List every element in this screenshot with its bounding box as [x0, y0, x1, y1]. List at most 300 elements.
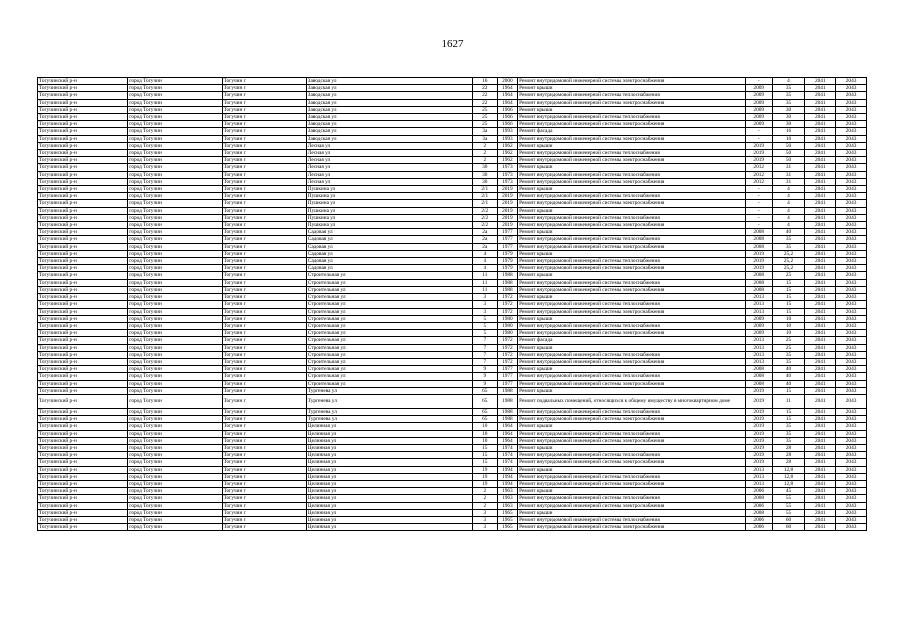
district-cell: Тогучинский р-н — [38, 222, 128, 229]
last-repair-cell: - — [745, 128, 772, 135]
locality-cell: Тогучин г — [222, 416, 306, 423]
district-cell: Тогучинский р-н — [38, 164, 128, 171]
plan-start-cell: 2041 — [805, 222, 836, 229]
street-cell: Целинная ул — [306, 488, 472, 495]
locality-cell: Тогучин г — [222, 164, 306, 171]
street-cell: Целинная ул — [306, 509, 472, 516]
table-row — [38, 193, 867, 200]
locality-cell: Тогучин г — [222, 171, 306, 178]
table-row — [38, 265, 867, 272]
work-type-cell: Ремонт внутридомовой инженерной системы теплоснабжения — [518, 171, 746, 178]
district-cell: Тогучинский р-н — [38, 373, 128, 380]
year-built-cell: 1964 — [497, 99, 518, 106]
last-repair-cell: 2019 — [745, 394, 772, 408]
last-repair-cell: 2019 — [745, 430, 772, 437]
work-type-cell: Ремонт внутридомовой инженерной системы теплоснабжения — [518, 279, 746, 286]
district-cell: Тогучинский р-н — [38, 207, 128, 214]
plan-start-cell: 2041 — [805, 243, 836, 250]
last-repair-cell: - — [745, 193, 772, 200]
year-built-cell: 1962 — [497, 142, 518, 149]
table-row — [38, 164, 867, 171]
work-type-cell: Ремонт внутридомовой инженерной системы теплоснабжения — [518, 301, 746, 308]
street-cell: Лесная ул — [306, 171, 472, 178]
district-cell: Тогучинский р-н — [38, 509, 128, 516]
district-cell: Тогучинский р-н — [38, 200, 128, 207]
work-type-cell: Ремонт фасада — [518, 128, 746, 135]
work-type-cell: Ремонт крыши — [518, 250, 746, 257]
year-built-cell: 1980 — [497, 315, 518, 322]
house-cell: 11 — [473, 286, 498, 293]
table-row — [38, 286, 867, 293]
municipality-cell: город Тогучин — [128, 229, 222, 236]
municipality-cell: город Тогучин — [128, 222, 222, 229]
municipality-cell: город Тогучин — [128, 351, 222, 358]
house-cell: 22 — [473, 85, 498, 92]
work-type-cell: Ремонт внутридомовой инженерной системы теплоснабжения — [518, 236, 746, 243]
plan-end-cell: 2043 — [836, 92, 867, 99]
street-cell: Строительная ул — [306, 322, 472, 329]
locality-cell: Тогучин г — [222, 495, 306, 502]
table-row — [38, 178, 867, 185]
wear-cell: 4 — [772, 186, 805, 193]
municipality-cell: город Тогучин — [128, 279, 222, 286]
table-row — [38, 207, 867, 214]
locality-cell: Тогучин г — [222, 408, 306, 415]
street-cell: Целинная ул — [306, 466, 472, 473]
locality-cell: Тогучин г — [222, 258, 306, 265]
municipality-cell: город Тогучин — [128, 258, 222, 265]
plan-start-cell: 2041 — [805, 308, 836, 315]
locality-cell: Тогучин г — [222, 301, 306, 308]
table-row — [38, 459, 867, 466]
last-repair-cell: 2019 — [745, 150, 772, 157]
last-repair-cell: 2008 — [745, 236, 772, 243]
plan-start-cell: 2041 — [805, 164, 836, 171]
house-cell: 5 — [473, 330, 498, 337]
municipality-cell: город Тогучин — [128, 373, 222, 380]
work-type-cell: Ремонт внутридомовой инженерной системы теплоснабжения — [518, 430, 746, 437]
locality-cell: Тогучин г — [222, 178, 306, 185]
street-cell: Целинная ул — [306, 524, 472, 531]
municipality-cell: город Тогучин — [128, 200, 222, 207]
plan-start-cell: 2041 — [805, 322, 836, 329]
wear-cell: 25,2 — [772, 258, 805, 265]
municipality-cell: город Тогучин — [128, 272, 222, 279]
house-cell: 22 — [473, 99, 498, 106]
municipality-cell: город Тогучин — [128, 135, 222, 142]
district-cell: Тогучинский р-н — [38, 250, 128, 257]
municipality-cell: город Тогучин — [128, 480, 222, 487]
plan-end-cell: 2043 — [836, 488, 867, 495]
table-row — [38, 186, 867, 193]
house-cell: 11 — [473, 272, 498, 279]
table-row — [38, 150, 867, 157]
locality-cell: Тогучин г — [222, 286, 306, 293]
plan-start-cell: 2041 — [805, 135, 836, 142]
wear-cell: 4 — [772, 193, 805, 200]
wear-cell: 35 — [772, 423, 805, 430]
wear-cell: 15 — [772, 301, 805, 308]
plan-end-cell: 2043 — [836, 135, 867, 142]
last-repair-cell: 2006 — [745, 502, 772, 509]
table-row — [38, 495, 867, 502]
street-cell: Целинная ул — [306, 444, 472, 451]
last-repair-cell: 2009 — [745, 106, 772, 113]
plan-start-cell: 2041 — [805, 337, 836, 344]
table-row — [38, 99, 867, 106]
plan-end-cell: 2043 — [836, 423, 867, 430]
work-type-cell: Ремонт крыши — [518, 387, 746, 394]
district-cell: Тогучинский р-н — [38, 236, 128, 243]
municipality-cell: город Тогучин — [128, 114, 222, 121]
last-repair-cell: 2019 — [745, 250, 772, 257]
locality-cell: Тогучин г — [222, 366, 306, 373]
work-type-cell: Ремонт внутридомовой инженерной системы теплоснабжения — [518, 258, 746, 265]
district-cell: Тогучинский р-н — [38, 128, 128, 135]
work-type-cell: Ремонт внутридомовой инженерной системы теплоснабжения — [518, 114, 746, 121]
municipality-cell: город Тогучин — [128, 394, 222, 408]
plan-start-cell: 2041 — [805, 200, 836, 207]
wear-cell: 40 — [772, 373, 805, 380]
district-cell: Тогучинский р-н — [38, 408, 128, 415]
plan-start-cell: 2041 — [805, 408, 836, 415]
house-cell: 65 — [473, 416, 498, 423]
district-cell: Тогучинский р-н — [38, 423, 128, 430]
plan-end-cell: 2043 — [836, 358, 867, 365]
year-built-cell: 1973 — [497, 171, 518, 178]
table-row — [38, 366, 867, 373]
plan-start-cell: 2041 — [805, 229, 836, 236]
work-type-cell: Ремонт крыши — [518, 186, 746, 193]
street-cell: Заводская ул — [306, 114, 472, 121]
work-type-cell: Ремонт крыши — [518, 85, 746, 92]
year-built-cell: 1965 — [497, 524, 518, 531]
wear-cell: 16 — [772, 135, 805, 142]
repair-plan-table — [37, 77, 867, 531]
street-cell: Строительная ул — [306, 279, 472, 286]
last-repair-cell: 2019 — [745, 265, 772, 272]
wear-cell: 55 — [772, 495, 805, 502]
table-row — [38, 236, 867, 243]
house-cell: 3 — [473, 509, 498, 516]
year-built-cell: 1980 — [497, 322, 518, 329]
street-cell: Пушкина ул — [306, 222, 472, 229]
house-cell: 10 — [473, 430, 498, 437]
wear-cell: 15 — [772, 308, 805, 315]
plan-start-cell: 2041 — [805, 78, 836, 85]
locality-cell: Тогучин г — [222, 142, 306, 149]
work-type-cell: Ремонт внутридомовой инженерной системы электроснабжения — [518, 480, 746, 487]
municipality-cell: город Тогучин — [128, 344, 222, 351]
district-cell: Тогучинский р-н — [38, 502, 128, 509]
house-cell: 3а — [473, 135, 498, 142]
plan-start-cell: 2041 — [805, 121, 836, 128]
plan-end-cell: 2043 — [836, 516, 867, 523]
work-type-cell: Ремонт внутридомовой инженерной системы электроснабжения — [518, 502, 746, 509]
street-cell: Целинная ул — [306, 459, 472, 466]
table-body — [38, 78, 867, 531]
year-built-cell: 1964 — [497, 430, 518, 437]
plan-end-cell: 2043 — [836, 78, 867, 85]
work-type-cell: Ремонт крыши — [518, 229, 746, 236]
street-cell: Строительная ул — [306, 294, 472, 301]
municipality-cell: город Тогучин — [128, 186, 222, 193]
municipality-cell: город Тогучин — [128, 322, 222, 329]
district-cell: Тогучинский р-н — [38, 258, 128, 265]
wear-cell: 28 — [772, 459, 805, 466]
street-cell: Строительная ул — [306, 315, 472, 322]
table-row — [38, 322, 867, 329]
year-built-cell: 1966 — [497, 114, 518, 121]
locality-cell: Тогучин г — [222, 222, 306, 229]
plan-end-cell: 2043 — [836, 301, 867, 308]
locality-cell: Тогучин г — [222, 380, 306, 387]
plan-start-cell: 2041 — [805, 394, 836, 408]
house-cell: 65 — [473, 387, 498, 394]
table-row — [38, 135, 867, 142]
plan-start-cell: 2041 — [805, 480, 836, 487]
district-cell: Тогучинский р-н — [38, 524, 128, 531]
municipality-cell: город Тогучин — [128, 516, 222, 523]
table-row — [38, 437, 867, 444]
year-built-cell: 1977 — [497, 243, 518, 250]
house-cell: 7 — [473, 351, 498, 358]
wear-cell: 35 — [772, 437, 805, 444]
house-cell: 7 — [473, 344, 498, 351]
plan-start-cell: 2041 — [805, 85, 836, 92]
municipality-cell: город Тогучин — [128, 408, 222, 415]
year-built-cell: 1964 — [497, 437, 518, 444]
locality-cell: Тогучин г — [222, 387, 306, 394]
year-built-cell: 1972 — [497, 358, 518, 365]
year-built-cell: 1973 — [497, 164, 518, 171]
last-repair-cell: 2013 — [745, 301, 772, 308]
table-row — [38, 488, 867, 495]
wear-cell: 4 — [772, 200, 805, 207]
municipality-cell: город Тогучин — [128, 250, 222, 257]
locality-cell: Тогучин г — [222, 85, 306, 92]
house-cell: 15 — [473, 444, 498, 451]
street-cell: Пушкина ул — [306, 207, 472, 214]
wear-cell: 10 — [772, 315, 805, 322]
table-row — [38, 171, 867, 178]
street-cell: Садовая ул — [306, 250, 472, 257]
plan-end-cell: 2043 — [836, 193, 867, 200]
work-type-cell: Ремонт внутридомовой инженерной системы теплоснабжения — [518, 150, 746, 157]
plan-start-cell: 2041 — [805, 236, 836, 243]
plan-end-cell: 2043 — [836, 473, 867, 480]
wear-cell: 12,8 — [772, 480, 805, 487]
district-cell: Тогучинский р-н — [38, 294, 128, 301]
table-row — [38, 214, 867, 221]
plan-start-cell: 2041 — [805, 358, 836, 365]
street-cell: Заводская ул — [306, 106, 472, 113]
year-built-cell: 1988 — [497, 416, 518, 423]
last-repair-cell: 2008 — [745, 380, 772, 387]
year-built-cell: 1988 — [497, 394, 518, 408]
district-cell: Тогучинский р-н — [38, 437, 128, 444]
locality-cell: Тогучин г — [222, 459, 306, 466]
year-built-cell: 1994 — [497, 466, 518, 473]
plan-start-cell: 2041 — [805, 509, 836, 516]
year-built-cell: 1973 — [497, 178, 518, 185]
plan-end-cell: 2043 — [836, 186, 867, 193]
wear-cell: 15 — [772, 279, 805, 286]
plan-end-cell: 2043 — [836, 416, 867, 423]
house-cell: 2 — [473, 488, 498, 495]
last-repair-cell: 2012 — [745, 178, 772, 185]
year-built-cell: 2019 — [497, 193, 518, 200]
plan-start-cell: 2041 — [805, 106, 836, 113]
last-repair-cell: 2012 — [745, 171, 772, 178]
work-type-cell: Ремонт крыши — [518, 315, 746, 322]
municipality-cell: город Тогучин — [128, 524, 222, 531]
street-cell: Целинная ул — [306, 430, 472, 437]
municipality-cell: город Тогучин — [128, 452, 222, 459]
wear-cell: 25 — [772, 337, 805, 344]
plan-start-cell: 2041 — [805, 444, 836, 451]
last-repair-cell: 2019 — [745, 452, 772, 459]
wear-cell: 12,8 — [772, 466, 805, 473]
year-built-cell: 1972 — [497, 301, 518, 308]
plan-end-cell: 2043 — [836, 178, 867, 185]
wear-cell: 15 — [772, 416, 805, 423]
table-row — [38, 229, 867, 236]
street-cell: Целинная ул — [306, 452, 472, 459]
plan-end-cell: 2043 — [836, 394, 867, 408]
wear-cell: 25 — [772, 344, 805, 351]
street-cell: Садовая ул — [306, 265, 472, 272]
locality-cell: Тогучин г — [222, 430, 306, 437]
wear-cell: 31 — [772, 164, 805, 171]
last-repair-cell: 2019 — [745, 459, 772, 466]
locality-cell: Тогучин г — [222, 394, 306, 408]
plan-start-cell: 2041 — [805, 495, 836, 502]
wear-cell: 50 — [772, 150, 805, 157]
district-cell: Тогучинский р-н — [38, 186, 128, 193]
table-row — [38, 358, 867, 365]
house-cell: 2/2 — [473, 207, 498, 214]
table-row — [38, 380, 867, 387]
wear-cell: 55 — [772, 502, 805, 509]
last-repair-cell: 2013 — [745, 344, 772, 351]
house-cell: 19 — [473, 480, 498, 487]
municipality-cell: город Тогучин — [128, 121, 222, 128]
plan-end-cell: 2043 — [836, 315, 867, 322]
plan-end-cell: 2043 — [836, 437, 867, 444]
table-row — [38, 394, 867, 408]
work-type-cell: Ремонт крыши — [518, 444, 746, 451]
street-cell: Лесная ул — [306, 142, 472, 149]
table-row — [38, 315, 867, 322]
municipality-cell: город Тогучин — [128, 488, 222, 495]
plan-end-cell: 2043 — [836, 207, 867, 214]
district-cell: Тогучинский р-н — [38, 330, 128, 337]
last-repair-cell: - — [745, 135, 772, 142]
house-cell: 3 — [473, 294, 498, 301]
last-repair-cell: - — [745, 200, 772, 207]
district-cell: Тогучинский р-н — [38, 135, 128, 142]
wear-cell: 30 — [772, 106, 805, 113]
plan-start-cell: 2041 — [805, 466, 836, 473]
plan-start-cell: 2041 — [805, 452, 836, 459]
work-type-cell: Ремонт крыши — [518, 488, 746, 495]
last-repair-cell: 2009 — [745, 330, 772, 337]
street-cell: Строительная ул — [306, 373, 472, 380]
district-cell: Тогучинский р-н — [38, 322, 128, 329]
wear-cell: 15 — [772, 408, 805, 415]
work-type-cell: Ремонт крыши — [518, 366, 746, 373]
district-cell: Тогучинский р-н — [38, 380, 128, 387]
table-row — [38, 308, 867, 315]
table-row — [38, 85, 867, 92]
last-repair-cell: 2019 — [745, 387, 772, 394]
plan-end-cell: 2043 — [836, 157, 867, 164]
last-repair-cell: 2009 — [745, 322, 772, 329]
table-row — [38, 351, 867, 358]
district-cell: Тогучинский р-н — [38, 99, 128, 106]
street-cell: Заводская ул — [306, 121, 472, 128]
district-cell: Тогучинский р-н — [38, 351, 128, 358]
municipality-cell: город Тогучин — [128, 286, 222, 293]
work-type-cell: Ремонт крыши — [518, 294, 746, 301]
plan-end-cell: 2043 — [836, 243, 867, 250]
house-cell: 15 — [473, 459, 498, 466]
plan-start-cell: 2041 — [805, 437, 836, 444]
work-type-cell: Ремонт внутридомовой инженерной системы электроснабжения — [518, 99, 746, 106]
district-cell: Тогучинский р-н — [38, 358, 128, 365]
wear-cell: 60 — [772, 524, 805, 531]
year-built-cell: 1963 — [497, 488, 518, 495]
plan-end-cell: 2043 — [836, 466, 867, 473]
house-cell: 5 — [473, 322, 498, 329]
plan-start-cell: 2041 — [805, 286, 836, 293]
house-cell: 10 — [473, 423, 498, 430]
locality-cell: Тогучин г — [222, 229, 306, 236]
house-cell: 2 — [473, 495, 498, 502]
table-row — [38, 516, 867, 523]
locality-cell: Тогучин г — [222, 150, 306, 157]
wear-cell: 50 — [772, 157, 805, 164]
street-cell: Садовая ул — [306, 243, 472, 250]
municipality-cell: город Тогучин — [128, 308, 222, 315]
house-cell: 25 — [473, 121, 498, 128]
page-number: 1627 — [441, 38, 464, 50]
plan-end-cell: 2043 — [836, 373, 867, 380]
house-cell: 3 — [473, 308, 498, 315]
year-built-cell: 1974 — [497, 444, 518, 451]
plan-end-cell: 2043 — [836, 85, 867, 92]
district-cell: Тогучинский р-н — [38, 516, 128, 523]
plan-start-cell: 2041 — [805, 516, 836, 523]
work-type-cell: Ремонт внутридомовой инженерной системы электроснабжения — [518, 265, 746, 272]
municipality-cell: город Тогучин — [128, 423, 222, 430]
table-row — [38, 250, 867, 257]
municipality-cell: город Тогучин — [128, 164, 222, 171]
table-row — [38, 142, 867, 149]
plan-start-cell: 2041 — [805, 171, 836, 178]
house-cell: 11 — [473, 279, 498, 286]
street-cell: Лесная ул — [306, 178, 472, 185]
wear-cell: 12,8 — [772, 473, 805, 480]
table-row — [38, 509, 867, 516]
wear-cell: 31 — [772, 178, 805, 185]
year-built-cell: 1972 — [497, 337, 518, 344]
table-row — [38, 279, 867, 286]
street-cell: Строительная ул — [306, 330, 472, 337]
last-repair-cell: 2013 — [745, 358, 772, 365]
last-repair-cell: 2008 — [745, 373, 772, 380]
